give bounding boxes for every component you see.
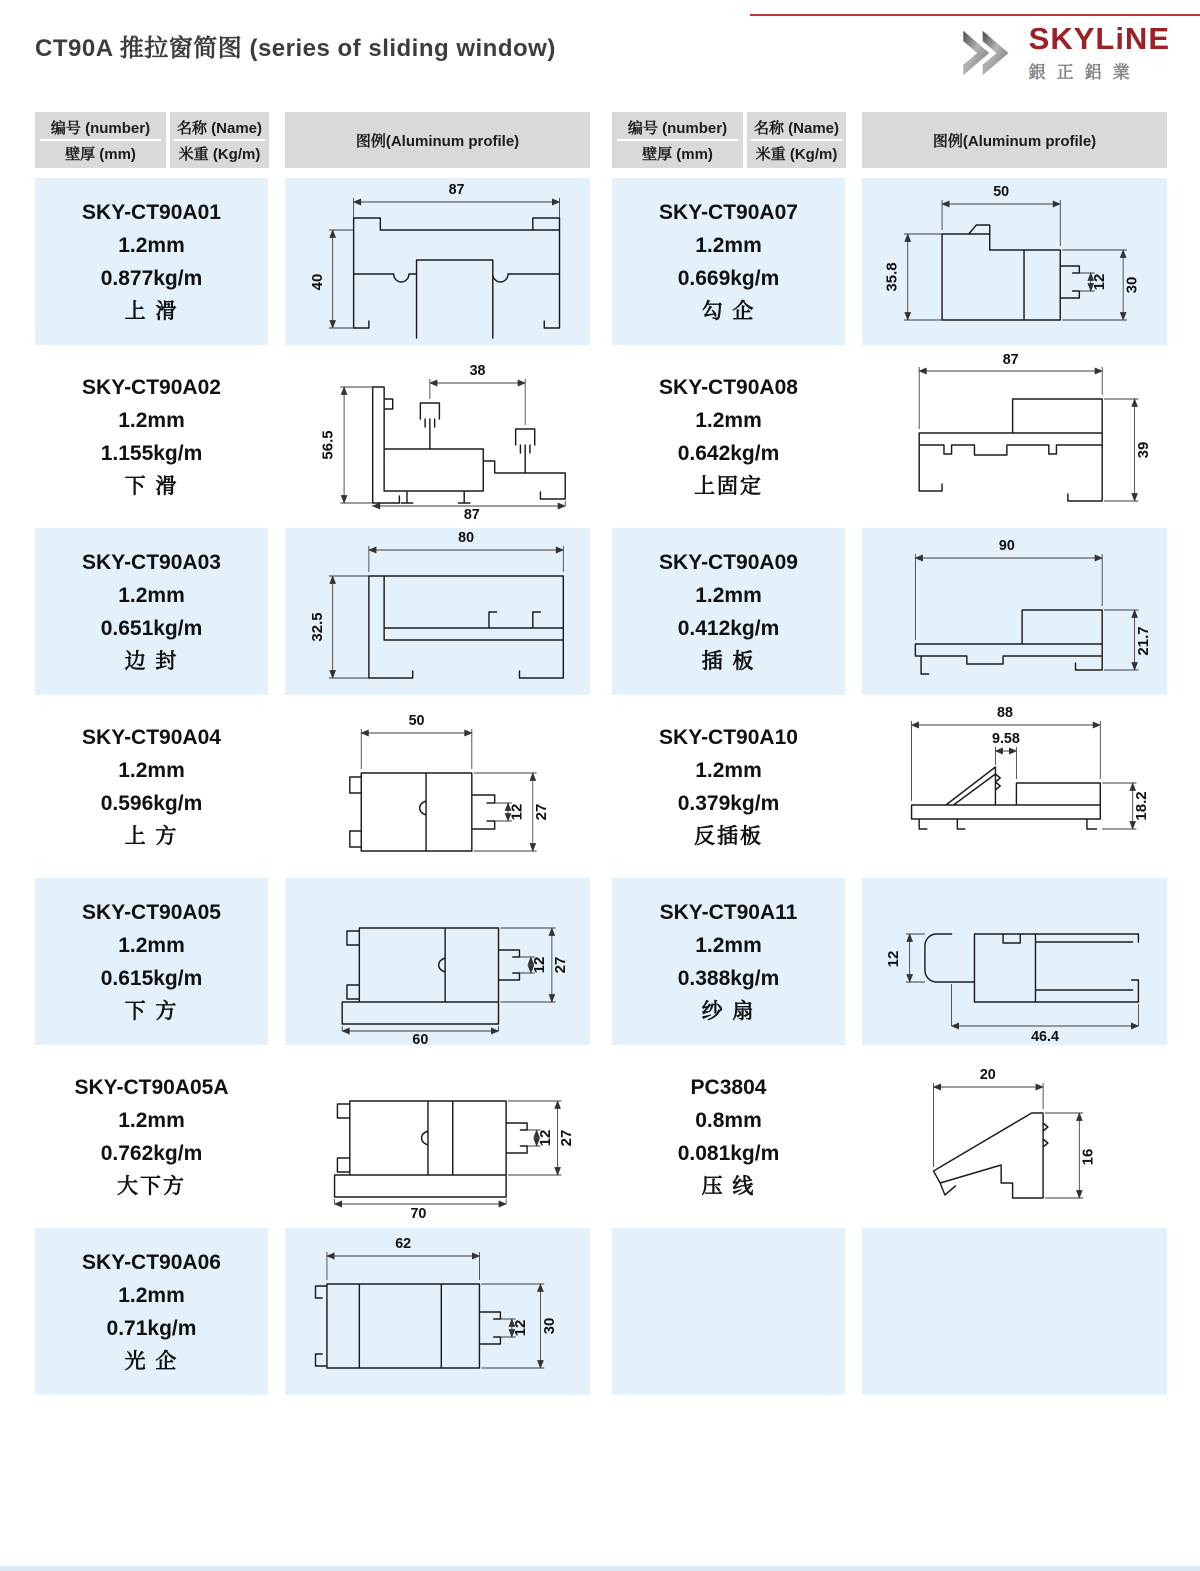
profile-weight: 0.596kg/m — [100, 791, 203, 815]
profile-drawing-sky-ct90a10 — [862, 703, 1167, 870]
header-number-thickness — [612, 112, 743, 168]
dim-label: 87 — [1002, 353, 1019, 369]
profile-number: SKY-CT90A06 — [82, 1250, 221, 1274]
profile-number: SKY-CT90A08 — [659, 375, 798, 399]
brand-name: SKYLiNE — [1028, 20, 1170, 56]
profile-name: 上固定 — [694, 474, 763, 498]
table-row — [35, 878, 590, 1045]
profile-info-sky-ct90a02 — [35, 353, 268, 520]
dim-label: 32.5 — [310, 612, 327, 642]
header-number-thickness — [35, 112, 166, 168]
table-row — [35, 353, 590, 520]
dim-label: 16 — [1080, 1148, 1097, 1166]
profile-info-sky-ct90a07 — [612, 178, 845, 345]
profile-thickness: 1.2mm — [118, 1283, 185, 1307]
profile-drawing-cell — [285, 1228, 590, 1395]
profile-weight: 0.651kg/m — [100, 616, 203, 640]
dim-label: 12 — [532, 956, 549, 974]
profile-name: 边 封 — [124, 649, 179, 673]
logo-text — [1028, 20, 1170, 83]
profile-number: SKY-CT90A02 — [82, 375, 221, 399]
profile-drawing-cell — [862, 703, 1167, 870]
profile-number: SKY-CT90A09 — [659, 550, 798, 574]
name-label: 名称 (Name) — [176, 119, 262, 137]
header-legend — [285, 112, 590, 168]
profile-weight: 0.877kg/m — [100, 266, 203, 290]
profile-thickness: 1.2mm — [118, 583, 185, 607]
profile-number: SKY-CT90A04 — [82, 725, 221, 749]
dim-label: 87 — [463, 506, 480, 520]
profile-number: SKY-CT90A01 — [82, 200, 221, 224]
profile-drawing-sky-ct90a09 — [862, 528, 1167, 695]
profile-weight: 0.71kg/m — [106, 1316, 197, 1340]
table-row-empty — [612, 1228, 1167, 1395]
dim-label: 27 — [559, 1129, 575, 1147]
skyline-logo — [957, 22, 1170, 84]
header-name-weight — [747, 112, 846, 168]
dim-label: 56.5 — [320, 430, 337, 460]
profile-info-sky-ct90a04 — [35, 703, 268, 870]
profile-drawing-sky-ct90a02 — [285, 353, 590, 520]
profile-drawing-cell — [862, 1053, 1167, 1220]
profile-thickness: 1.2mm — [118, 408, 185, 432]
header-name-weight — [170, 112, 269, 168]
profile-thickness: 1.2mm — [695, 583, 762, 607]
profile-name: 上 方 — [124, 824, 179, 848]
profile-name: 下 方 — [124, 999, 179, 1023]
legend-label: 图例(Aluminum profile) — [355, 132, 520, 150]
dim-label: 9.58 — [992, 730, 1020, 748]
profile-name: 纱 扇 — [701, 999, 756, 1023]
profile-name: 上 滑 — [124, 299, 179, 323]
dim-label: 30 — [1124, 276, 1141, 294]
number-label: 编号 (number) — [627, 119, 728, 137]
profile-drawing-cell — [285, 703, 590, 870]
profile-info-sky-ct90a08 — [612, 353, 845, 520]
profile-name: 大下方 — [117, 1174, 186, 1198]
dim-label: 62 — [395, 1235, 412, 1253]
profile-number: SKY-CT90A07 — [659, 200, 798, 224]
dim-label: 39 — [1136, 441, 1152, 459]
profile-weight: 0.412kg/m — [677, 616, 780, 640]
profile-drawing-cell — [862, 878, 1167, 1045]
left-table — [35, 112, 590, 1403]
profile-info-pc3804 — [612, 1053, 845, 1220]
table-row — [612, 353, 1167, 520]
profile-weight: 0.762kg/m — [100, 1141, 203, 1165]
profile-drawing-sky-ct90a05 — [285, 878, 590, 1045]
table-row — [35, 528, 590, 695]
dim-label: 40 — [310, 273, 327, 291]
profile-weight: 0.081kg/m — [677, 1141, 780, 1165]
table-row — [35, 1053, 590, 1220]
profile-drawing-cell — [862, 178, 1167, 345]
table-row — [35, 1228, 590, 1395]
profile-thickness: 1.2mm — [695, 233, 762, 257]
profile-number: SKY-CT90A10 — [659, 725, 798, 749]
weight-label: 米重 (Kg/m) — [755, 145, 838, 163]
profile-drawing-cell — [285, 178, 590, 345]
profile-drawing-sky-ct90a04 — [285, 703, 590, 870]
table-row — [612, 528, 1167, 695]
profile-name: 压 线 — [701, 1174, 756, 1198]
dim-label: 30 — [542, 1317, 558, 1335]
profile-thickness: 1.2mm — [695, 408, 762, 432]
profile-thickness: 1.2mm — [118, 233, 185, 257]
table-row — [612, 1053, 1167, 1220]
profile-thickness: 1.2mm — [695, 933, 762, 957]
dim-label: 12 — [538, 1129, 554, 1147]
dim-label: 20 — [979, 1066, 996, 1084]
number-label: 编号 (number) — [50, 119, 151, 137]
profile-drawing-sky-ct90a05a — [285, 1053, 590, 1220]
dim-label: 18.2 — [1134, 791, 1150, 821]
profile-drawing-cell — [285, 528, 590, 695]
dim-label: 80 — [458, 529, 475, 547]
empty-drawing-cell — [862, 1228, 1167, 1395]
header-legend — [862, 112, 1167, 168]
dim-label: 35.8 — [884, 262, 901, 292]
empty-info-cell — [612, 1228, 845, 1395]
brand-name-chinese: 銀正鋁業 — [1028, 62, 1141, 82]
dim-label: 46.4 — [1031, 1028, 1059, 1045]
profile-drawing-cell — [862, 528, 1167, 695]
table-row — [35, 703, 590, 870]
profile-thickness: 1.2mm — [118, 933, 185, 957]
name-label: 名称 (Name) — [753, 119, 839, 137]
profile-weight: 0.615kg/m — [100, 966, 203, 990]
dim-label: 27 — [534, 803, 551, 821]
profile-tables — [35, 112, 1167, 1403]
profile-name: 插 板 — [701, 649, 756, 673]
header-red-rule — [750, 14, 1200, 16]
dim-label: 12 — [886, 950, 903, 968]
profile-info-sky-ct90a10 — [612, 703, 845, 870]
profile-weight: 1.155kg/m — [100, 441, 203, 465]
table-row — [612, 703, 1167, 870]
table-row — [612, 878, 1167, 1045]
dim-label: 12 — [509, 803, 526, 821]
profile-thickness: 1.2mm — [118, 1108, 185, 1132]
profile-name: 光 企 — [124, 1349, 179, 1373]
dim-label: 27 — [553, 956, 570, 974]
profile-drawing-sky-ct90a06 — [285, 1228, 590, 1395]
table-row — [35, 178, 590, 345]
page-bottom-edge — [0, 1566, 1200, 1571]
profile-info-sky-ct90a09 — [612, 528, 845, 695]
profile-info-sky-ct90a03 — [35, 528, 268, 695]
dim-label: 38 — [469, 362, 486, 380]
profile-number: SKY-CT90A11 — [659, 900, 798, 924]
left-table-header — [35, 112, 590, 168]
dim-label: 70 — [410, 1205, 427, 1220]
profile-name: 下 滑 — [124, 474, 179, 498]
right-table — [612, 112, 1167, 1403]
profile-thickness: 1.2mm — [118, 758, 185, 782]
profile-number: SKY-CT90A05A — [74, 1075, 229, 1099]
profile-drawing-cell — [862, 353, 1167, 520]
profile-name: 反插板 — [694, 824, 763, 848]
dim-label: 12 — [513, 1319, 530, 1337]
profile-drawing-cell — [285, 878, 590, 1045]
dim-label: 90 — [998, 537, 1015, 555]
profile-number: SKY-CT90A05 — [82, 900, 221, 924]
profile-info-sky-ct90a11 — [612, 878, 845, 1045]
dim-label: 88 — [997, 704, 1013, 722]
table-row — [612, 178, 1167, 345]
profile-info-sky-ct90a01 — [35, 178, 268, 345]
profile-drawing-sky-ct90a11 — [862, 878, 1167, 1045]
profile-drawing-sky-ct90a08 — [862, 353, 1167, 520]
thickness-label: 壁厚 (mm) — [65, 145, 136, 163]
weight-label: 米重 (Kg/m) — [178, 145, 261, 163]
dim-label: 60 — [412, 1031, 429, 1045]
profile-drawing-sky-ct90a01 — [285, 178, 590, 345]
profile-weight: 0.669kg/m — [677, 266, 780, 290]
profile-number: PC3804 — [690, 1075, 767, 1099]
profile-drawing-cell — [285, 353, 590, 520]
page-header — [0, 0, 1200, 110]
profile-info-sky-ct90a06 — [35, 1228, 268, 1395]
profile-drawing-pc3804 — [862, 1053, 1167, 1220]
legend-label: 图例(Aluminum profile) — [932, 132, 1097, 150]
profile-weight: 0.642kg/m — [677, 441, 780, 465]
right-table-header — [612, 112, 1167, 168]
profile-drawing-sky-ct90a07 — [862, 178, 1167, 345]
dim-label: 50 — [408, 712, 425, 730]
profile-thickness: 0.8mm — [695, 1108, 762, 1132]
profile-drawing-cell — [285, 1053, 590, 1220]
profile-info-sky-ct90a05a — [35, 1053, 268, 1220]
thickness-label: 壁厚 (mm) — [642, 145, 713, 163]
dim-label: 50 — [993, 183, 1010, 201]
profile-drawing-sky-ct90a03 — [285, 528, 590, 695]
page-title: CT90A 推拉窗简图 (series of sliding window) — [35, 35, 556, 62]
profile-name: 勾 企 — [701, 299, 756, 323]
dim-label: 21.7 — [1136, 626, 1152, 656]
profile-info-sky-ct90a05 — [35, 878, 268, 1045]
profile-weight: 0.379kg/m — [677, 791, 780, 815]
profile-thickness: 1.2mm — [695, 758, 762, 782]
profile-weight: 0.388kg/m — [677, 966, 780, 990]
dim-label: 87 — [448, 181, 465, 199]
skyline-chevron-icon — [957, 22, 1019, 84]
dim-label: 12 — [1092, 273, 1108, 291]
profile-number: SKY-CT90A03 — [82, 550, 221, 574]
